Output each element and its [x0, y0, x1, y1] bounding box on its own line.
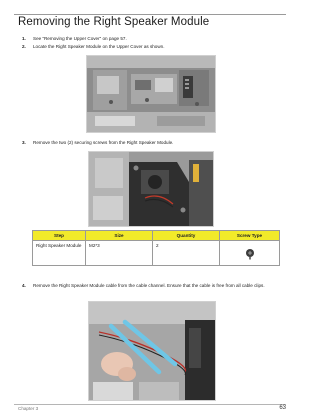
- cell-quantity: 2: [153, 241, 220, 266]
- table-row: [33, 241, 280, 266]
- header-screw-type: Screw Type: [220, 231, 280, 241]
- header-rule: [14, 14, 286, 15]
- step-4-number: 4.: [22, 283, 26, 288]
- page-title: Removing the Right Speaker Module: [18, 16, 210, 28]
- step-2-number: 2.: [22, 44, 26, 49]
- screw-icon: [244, 248, 256, 260]
- footer-rule: [14, 404, 286, 405]
- step-1-text: See “Removing the Upper Cover” on page 57.: [33, 36, 127, 41]
- step-3-number: 3.: [22, 140, 26, 145]
- screw-table-header-row: [33, 231, 280, 241]
- chapter-footer: Chapter 3: [18, 406, 39, 411]
- upper-cover-photo: [86, 55, 216, 133]
- cell-step: Right Speaker Module: [33, 241, 86, 266]
- speaker-screws-photo: [88, 151, 214, 227]
- step-2-text: Locate the Right Speaker Module on the Upper Cover as shown.: [33, 44, 165, 49]
- header-size: Size: [86, 231, 153, 241]
- screw-table: [32, 230, 280, 266]
- step-1-number: 1.: [22, 36, 26, 41]
- cell-size: M2*3: [86, 241, 153, 266]
- header-step: Step: [33, 231, 86, 241]
- step-3-text: Remove the two (2) securing screws from the Right Speaker Module.: [33, 140, 174, 145]
- cell-screw-type: [220, 241, 280, 266]
- page-number: 63: [279, 405, 286, 411]
- step-4-text: Remove the Right Speaker Module cable from the cable channel. Ensure that the cable is free from all cable clips.: [33, 283, 265, 288]
- header-quantity: Quantity: [153, 231, 220, 241]
- cable-removal-photo: [88, 301, 216, 401]
